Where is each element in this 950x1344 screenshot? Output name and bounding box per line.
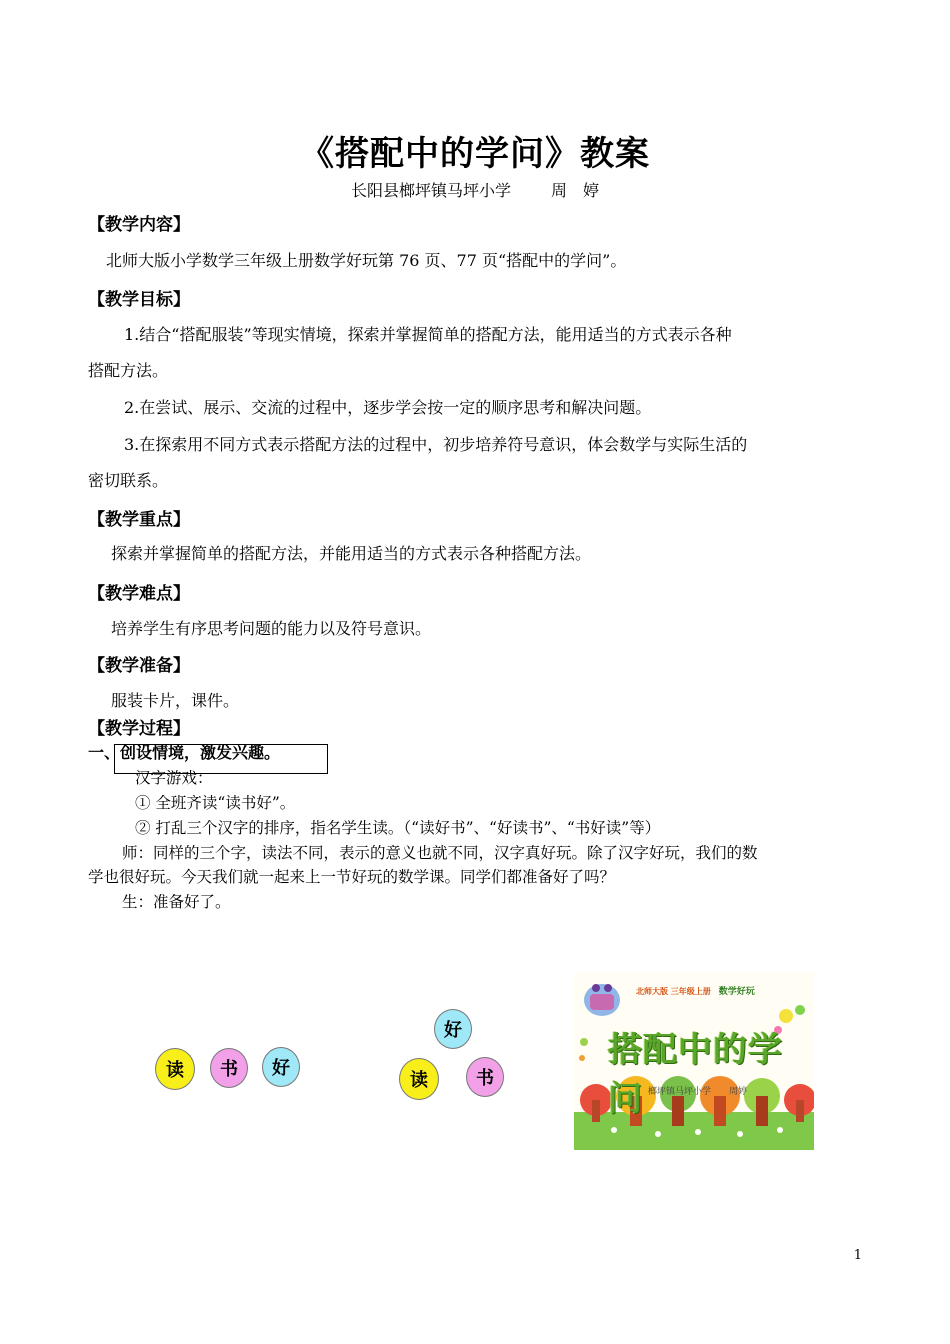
goal3-line1: 3.在探索用不同方式表示搭配方法的过程中，初步培养符号意识，体会数学与实际生活的 [124, 435, 748, 454]
goal1-line2: 搭配方法。 [88, 361, 169, 380]
char-circle-hao [262, 1047, 300, 1087]
game-item-2: ② 打乱三个汉字的排序，指名学生读。（“读好书”、“好读书”、“书好读”等） [135, 819, 661, 837]
char-hao: 好 [272, 1058, 290, 1079]
game-label: 汉字游戏： [135, 769, 213, 787]
author-name: 周 婷 [551, 181, 600, 200]
tri-circle-du [399, 1058, 439, 1100]
char-shu: 书 [220, 1059, 238, 1080]
author-line [0, 178, 950, 201]
tri-circle-shu [466, 1057, 504, 1097]
teacher-line2: 学也很好玩。今天我们就一起来上一节好玩的数学课。同学们都准备好了吗？ [88, 868, 616, 886]
goal1-line1: 1.结合“搭配服装”等现实情境，探索并掌握简单的搭配方法，能用适当的方式表示各种 [124, 325, 732, 344]
key-text: 探索并掌握简单的搭配方法，并能用适当的方式表示各种搭配方法。 [111, 544, 592, 563]
char-circle-du [155, 1048, 195, 1090]
courseware-cover-image [574, 972, 814, 1150]
heading-goals: 【教学目标】 [88, 290, 190, 310]
prep-text: 服装卡片，课件。 [111, 691, 240, 710]
char-circle-shu [210, 1048, 248, 1088]
cover-school: 榔坪镇马坪小学 周婷 [648, 1087, 748, 1097]
student-line: 生：准备好了。 [122, 893, 231, 911]
game-item-1: ① 全班齐读“读书好”。 [135, 794, 296, 812]
step1-title: 一、创设情境，激发兴趣。 [88, 743, 281, 762]
content-text: 北师大版小学数学三年级上册数学好玩第 76 页、77 页“搭配中的学问”。 [106, 251, 627, 270]
tri-circle-hao [434, 1009, 472, 1049]
cover-title: 搭配中的学问 [608, 1030, 783, 1119]
page-number: 1 [853, 1248, 862, 1263]
tri-char-shu: 书 [476, 1068, 494, 1089]
teacher-line1: 师：同样的三个字，读法不同，表示的意义也就不同，汉字真好玩。除了汉字好玩，我们的数 [122, 844, 758, 862]
document-title: 《搭配中的学问》教案 [300, 134, 650, 174]
tri-char-du: 读 [410, 1070, 428, 1091]
heading-difficult: 【教学难点】 [88, 584, 190, 604]
char-du: 读 [166, 1060, 184, 1081]
heading-process: 【教学过程】 [88, 719, 190, 739]
heading-content: 【教学内容】 [88, 215, 190, 235]
heading-prep: 【教学准备】 [88, 656, 190, 676]
author-school: 长阳县榔坪镇马坪小学 [350, 181, 511, 200]
difficult-text: 培养学生有序思考问题的能力以及符号意识。 [111, 619, 432, 638]
heading-key: 【教学重点】 [88, 510, 190, 530]
goal3-line2: 密切联系。 [88, 471, 169, 490]
tri-char-hao: 好 [444, 1020, 462, 1041]
cover-subtitle: 北师大版 三年级上册 数学好玩 [636, 987, 755, 997]
goal2: 2.在尝试、展示、交流的过程中，逐步学会按一定的顺序思考和解决问题。 [124, 398, 652, 417]
